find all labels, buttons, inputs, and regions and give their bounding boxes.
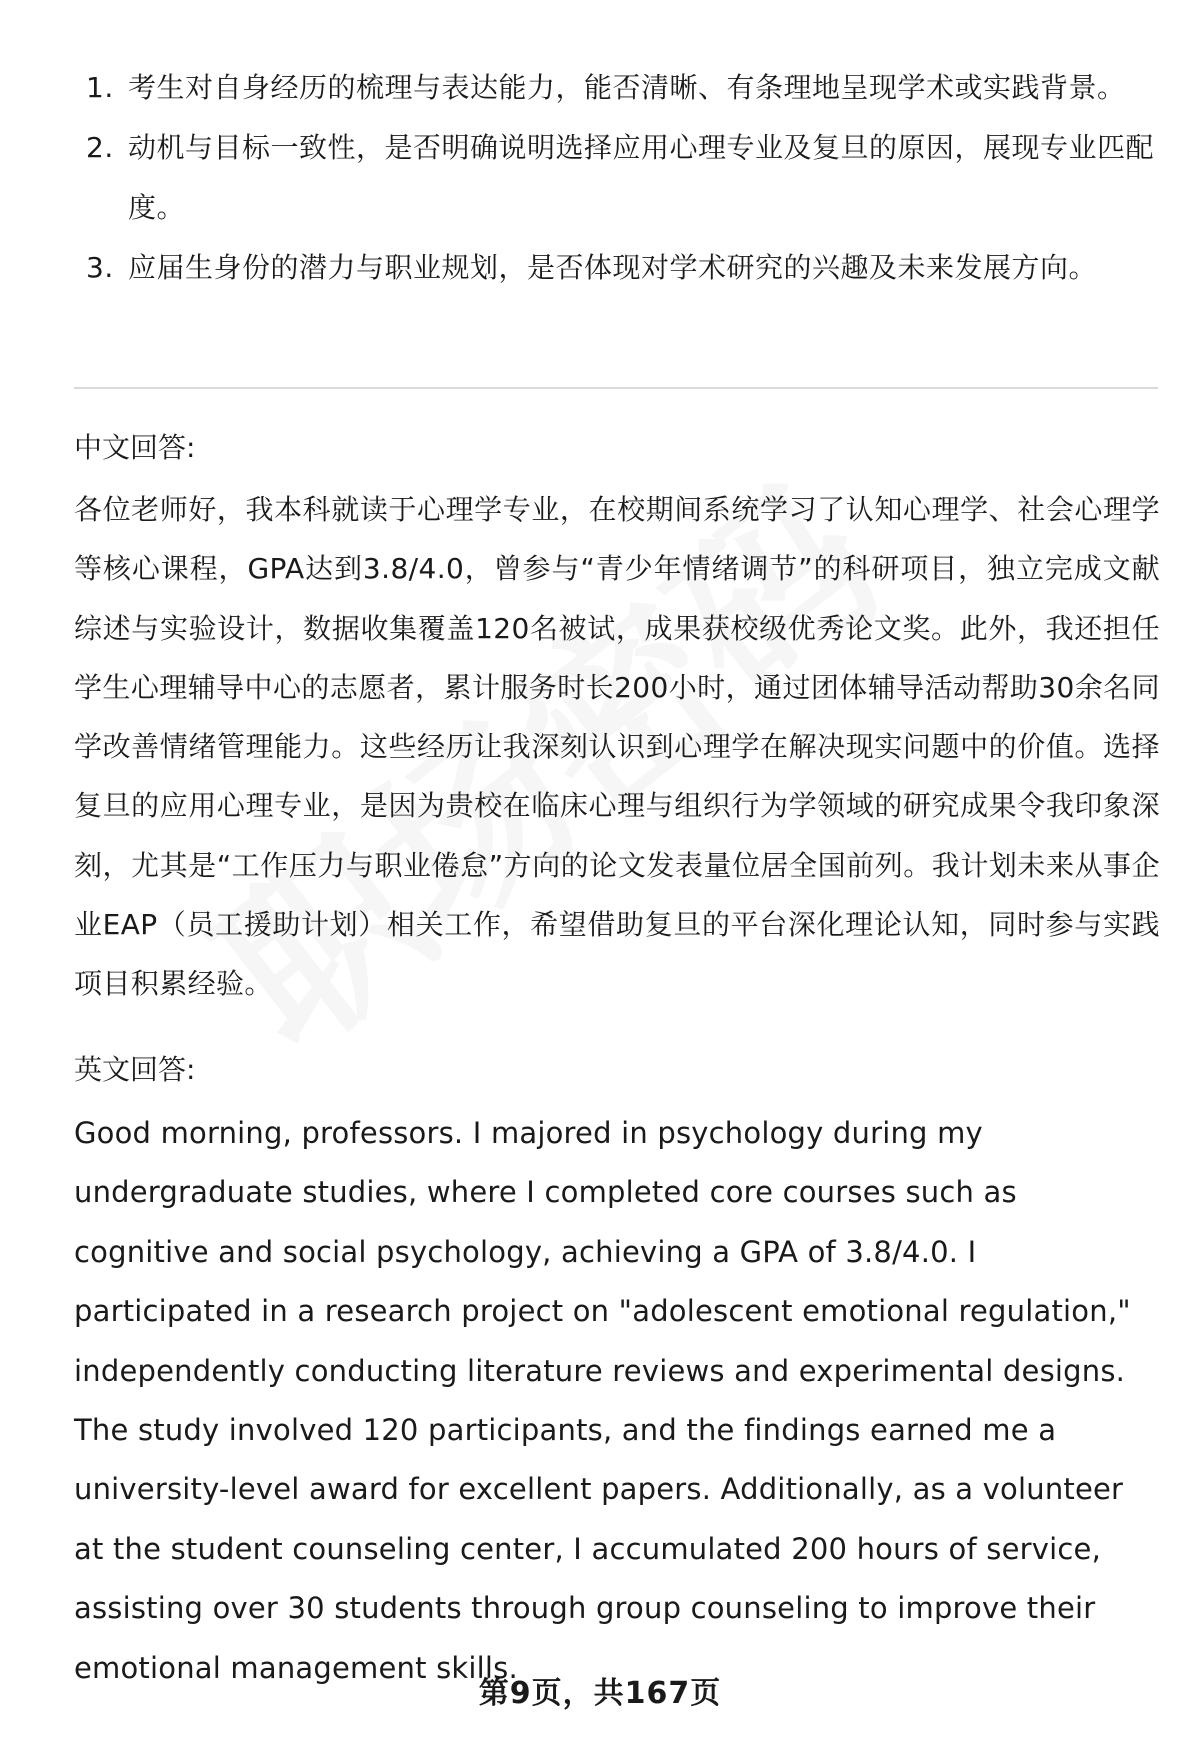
criteria-item	[74, 58, 1154, 118]
criteria-text: 应届生身份的潜力与职业规划，是否体现对学术研究的兴趣及未来发展方向。	[128, 251, 1098, 284]
page-number: 第9页，共167页	[478, 1676, 722, 1711]
criteria-item	[74, 238, 1154, 298]
criteria-text: 考生对自身经历的梳理与表达能力，能否清晰、有条理地呈现学术或实践背景。	[128, 71, 1126, 104]
criteria-number: 1.	[86, 71, 114, 104]
criteria-number: 2.	[86, 131, 114, 164]
criteria-number: 3.	[86, 251, 114, 284]
chinese-answer-label: 中文回答:	[74, 431, 196, 464]
chinese-answer-text: 各位老师好，我本科就读于心理学专业，在校期间系统学习了认知心理学、社会心理学等核心课程，GPA达到3.8/4.0，曾参与“青少年情绪调节”的科研项目，独立完成文献综述与实验设计，数据收集覆盖120名被试，成果获校级优秀论文奖。此外，我还担任学生心理辅导中心的志愿者，累计服务时长200小时，通过团体辅导活动帮助30余名同学改善情绪管理能力。这些经历让我深刻认识到心理学在解决现实问题中的价值。选择复旦的应用心理专业，是因为贵校在临床心理与组织行为学领域的研究成果令我印象深刻，尤其是“工作压力与职业倦怠”方向的论文发表量位居全国前列。我计划未来从事企业EAP（员工援助计划）相关工作，希望借助复旦的平台深化理论认知，同时参与实践项目积累经验。	[74, 493, 1160, 1001]
english-answer-text: Good morning, professors. I majored in psychology during my undergraduate studies, where I completed core courses such as cognitive and social psychology, achieving a GPA of 3.8/4.0. I participated in a research project on "adolescent emotional regulation," independently conducting literature reviews and experimental designs. The study involved 120 participants, and the findings earned me a university-level award for excellent papers. Additionally, as a volunteer at the student counseling center, I accumulated 200 hours of service, assisting over 30 students through group counseling to improve their emotional management skills.	[74, 1116, 1131, 1685]
criteria-text: 动机与目标一致性，是否明确说明选择应用心理专业及复旦的原因，展现专业匹配度。	[128, 131, 1155, 224]
criteria-list	[74, 58, 1154, 298]
criteria-item	[74, 118, 1154, 238]
section-divider	[74, 387, 1158, 389]
english-answer-label: 英文回答:	[74, 1053, 196, 1086]
